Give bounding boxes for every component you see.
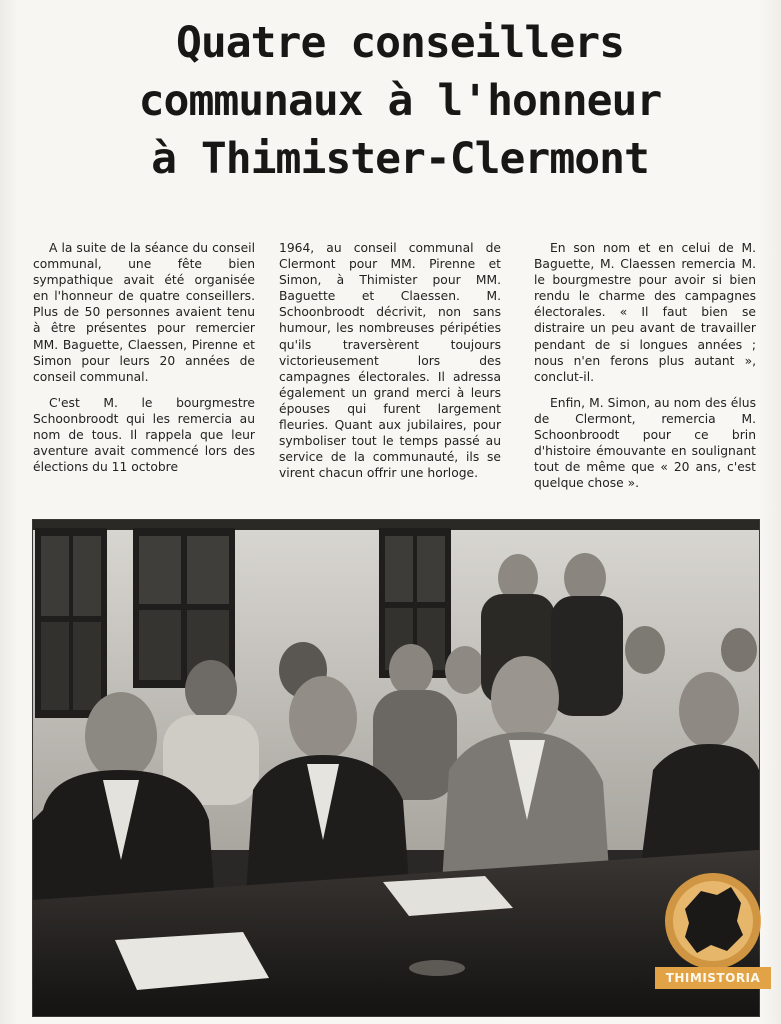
window-left — [35, 528, 107, 718]
thimistoria-watermark — [655, 869, 771, 1009]
headline-line-1: Quatre conseillers — [176, 18, 624, 68]
column-2-paragraph-1: 1964, au conseil communal de Clermont pour MM. Pirenne et Simon, à Thimister pour MM. Baguette et Claessen. M. Schoonbroodt décrivit, non sans humour, les nombreuses péripéties qu'ils traversèrent toujours victorieusement lors des campagnes électorales. Il adressa également un grand merci à leurs épouses qui furent largement fleuries. Quant aux jubilaires, pour symboliser tout le temps passé au service de la communauté, ils se virent chacun offrir une horloge. — [279, 241, 501, 481]
column-1-paragraph-1: A la suite de la séance du conseil communal, une fête bien sympathique avait été organisée en l'honneur de quatre conseillers. Plus de 50 personnes avaient tenu à être présentes pour remercier MM. Baguette, Claessen, Pirenne et Simon pour leurs 20 années de conseil communal. — [33, 241, 255, 384]
headline-line-3: à Thimister-Clermont — [151, 134, 649, 184]
column-1-paragraph-2: C'est M. le bourgmestre Schoonbroodt qui les remercia au nom de tous. Il rappela que leur aventure avait commencé lors des élections du 11 octobre — [33, 395, 255, 475]
article-photo — [32, 519, 760, 1017]
column-3-paragraph-1: En son nom et en celui de M. Baguette, M. Claessen remercia M. le bourgmestre pour avoir si bien rendu le charme des campagnes électorales. « Il faut bien se distraire un peu avant de travailler pendant de si longues années ; nous n'en ferons plus autant », conclut-il. — [534, 241, 756, 384]
map-seal-icon — [655, 869, 771, 969]
watermark-label: THIMISTORIA — [655, 967, 771, 989]
article-column-2 — [279, 240, 501, 491]
headline-line-2: communaux à l'honneur — [138, 76, 662, 126]
ceremony-photo-illustration — [33, 520, 759, 1016]
article-column-3 — [534, 240, 756, 501]
article-column-1 — [33, 240, 255, 485]
article-headline — [40, 14, 760, 188]
column-3-paragraph-2: Enfin, M. Simon, au nom des élus de Clermont, remercia M. Schoonbroodt pour ce brin d'histoire émouvante en soulignant tout de même que « 20 ans, c'est quelque chose ». — [534, 395, 756, 491]
ashtray — [409, 960, 465, 976]
